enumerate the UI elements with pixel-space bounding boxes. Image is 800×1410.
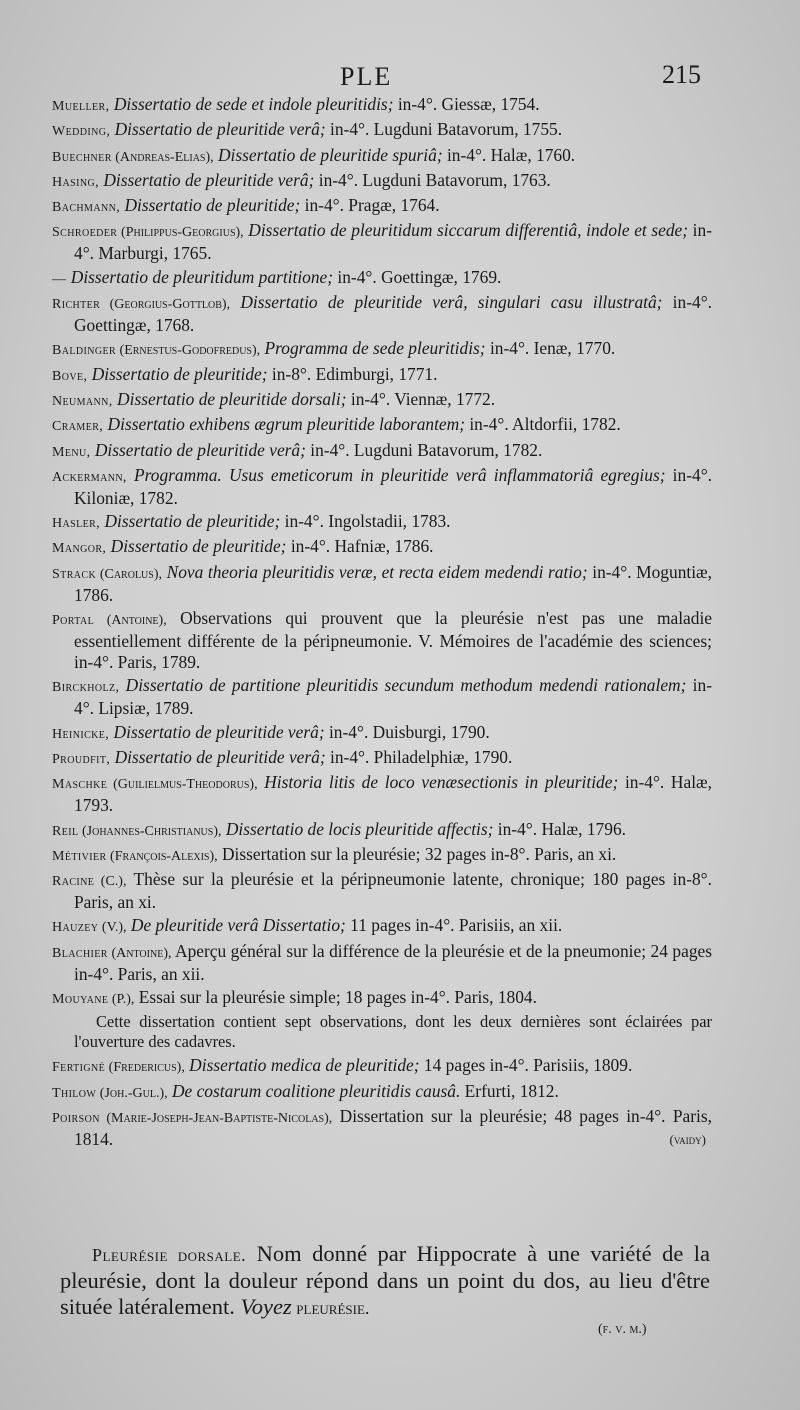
bibliography-entry: [52, 195, 712, 218]
author-name: Richter: [52, 297, 101, 313]
bibliography-entry: [52, 220, 712, 264]
bibliography-entry: [52, 1081, 712, 1104]
author-name: Hasing,: [52, 174, 99, 190]
work-title: Dissertatio de pleuritide verâ;: [110, 746, 326, 767]
publication-details: in-4°. Halæ, 1796.: [493, 818, 626, 839]
author-name: Birckholz,: [52, 680, 120, 696]
bibliography-entry: [52, 987, 712, 1010]
author-name: Mouyane: [52, 992, 109, 1008]
author-given-names: (Joh.-Gul.),: [96, 1085, 168, 1101]
author-name: Cramer,: [52, 419, 104, 435]
work-title: Programma de sede pleuritidis;: [260, 338, 486, 359]
author-name: Fertigné: [52, 1060, 106, 1076]
bibliography-entry: [52, 119, 712, 142]
author-name: Schroeder: [52, 225, 118, 241]
work-title: Dissertatio de pleuritide verâ;: [109, 721, 325, 742]
author-given-names: (Fredericus),: [105, 1060, 185, 1076]
author-name: Reil: [52, 823, 79, 839]
work-title: Dissertatio de pleuritide;: [106, 536, 287, 557]
author-given-names: (Georgius-Gottlob),: [100, 297, 231, 313]
publication-details: in-4°. Goettingæ, 1768.: [74, 292, 713, 336]
author-name: Menu,: [52, 444, 91, 460]
publication-details: in-4°. Duisburgi, 1790.: [324, 721, 490, 742]
author-given-names: (V.),: [98, 920, 127, 936]
bibliography-entry: [52, 562, 712, 606]
publication-details: Thèse sur la pleurésie et la péripneumonie latente, chronique; 180 pages in-8°. Paris, an xi.: [74, 869, 712, 913]
work-title: Dissertatio de pleuritide dorsali;: [112, 388, 347, 409]
publication-details: Aperçu général sur la différence de la pleurésie et de la pneumonie; 24 pages in-4°. Paris, an xii.: [74, 940, 712, 984]
author-given-names: (P.),: [108, 992, 135, 1008]
bibliography-entry: [52, 1055, 712, 1078]
author-name: Ackermann,: [52, 469, 127, 485]
publication-details: in-4°. Goettingæ, 1769.: [333, 266, 502, 287]
running-head: [0, 58, 800, 94]
work-title: Dissertatio exhibens ægrum pleuritide laborantem;: [103, 414, 465, 435]
publication-details: in-4°. Lugduni Batavorum, 1782.: [305, 439, 543, 460]
work-title: De pleuritide verâ Dissertatio;: [126, 915, 346, 936]
work-title: Dissertatio de pleuritide;: [87, 363, 268, 384]
publication-details: in-4°. Ingolstadii, 1783.: [280, 511, 451, 532]
publication-details: in-4°. Lipsiæ, 1789.: [74, 675, 712, 719]
author-name: Buechner: [52, 149, 112, 165]
see-also-ref: pleurésie.: [291, 1297, 370, 1318]
author-given-names: (Ernestus-Godofredus),: [116, 343, 261, 359]
work-title: Dissertatio de locis pleuritide affectis;: [221, 818, 494, 839]
author-given-names: (Philippus-Georgius),: [117, 225, 244, 241]
page-number: 215: [662, 60, 701, 89]
bibliography-entry: [52, 869, 712, 913]
author-name: Wedding,: [52, 124, 111, 140]
publication-details: in-4°. Halæ, 1760.: [442, 144, 576, 165]
bibliography-entry: [52, 414, 712, 437]
entry-note: Cette dissertation contient sept observations, dont les deux dernières sont éclairées par l'ouverture des cadavres.: [74, 1012, 712, 1052]
author-name: Mangor,: [52, 541, 107, 557]
bibliography-entry: [52, 675, 712, 719]
author-name: Racine: [52, 874, 95, 890]
work-title: Dissertatio de pleuritide verâ;: [110, 119, 326, 140]
author-name: Proudfit,: [52, 751, 111, 767]
bibliography-entry: [52, 747, 712, 770]
bibliography-entry: [52, 819, 712, 842]
author-name: Bachmann,: [52, 200, 121, 216]
author-given-names: (Guilielmus-Theodorus),: [107, 777, 258, 793]
bibliography-entry: [52, 338, 712, 361]
work-title: Dissertatio de pleuritide spuriâ;: [213, 144, 443, 165]
work-title: Historia litis de loco venæsectionis in pleuritide;: [257, 772, 619, 793]
publication-details: Dissertation sur la pleurésie; 48 pages in-4°. Paris, 1814.: [74, 1105, 712, 1149]
bibliography-entry: [52, 440, 712, 463]
author-name: —: [52, 271, 67, 287]
author-name: Thilow: [52, 1085, 97, 1101]
work-title: Programma. Usus emeticorum in pleuritide verâ inflammatoriâ egregius;: [126, 464, 666, 485]
see-also-label: Voyez: [240, 1293, 292, 1319]
bibliography-entry: [52, 145, 712, 168]
author-name: Maschke: [52, 777, 108, 793]
bibliography-entry: [52, 364, 712, 387]
work-title: Dissertatio de sede et indole pleuritidis;: [109, 94, 394, 114]
publication-details: in-8°. Edimburgi, 1771.: [267, 363, 438, 384]
publication-details: in-4°. Marburgi, 1765.: [74, 220, 712, 264]
publication-details: in-4°. Viennæ, 1772.: [346, 388, 496, 409]
bibliography-entry: [52, 267, 712, 290]
publication-details: Observations qui prouvent que la pleurésie n'est pas une maladie essentiellement différente de la péripneumonie. V. Mémoires de l'académie des sciences; in-4°. Paris, 1789.: [74, 608, 712, 673]
work-title: Dissertatio de pleuritide verâ;: [90, 439, 306, 460]
publication-details: in-4°. Moguntiæ, 1786.: [74, 561, 712, 605]
author-given-names: (C.),: [94, 874, 127, 890]
publication-details: in-4°. Lugduni Batavorum, 1755.: [325, 119, 563, 140]
bibliography-entry: [52, 389, 712, 412]
author-name: Métivier: [52, 848, 107, 864]
author-given-names: (Andreas-Elias),: [111, 149, 214, 165]
article-signature: (f. v. m.): [598, 1322, 647, 1337]
bibliography-list: [52, 94, 712, 1152]
bibliography-entry: [52, 292, 712, 336]
bibliography-entry: [52, 1106, 712, 1150]
author-name: Mueller,: [52, 99, 110, 114]
bibliography-entry: [52, 94, 712, 117]
publication-details: in-4°. Lugduni Batavorum, 1763.: [314, 169, 551, 190]
author-name: Neumann,: [52, 393, 113, 409]
bibliography-entry: [52, 772, 712, 816]
bibliography-entry: [52, 941, 712, 985]
publication-details: Dissertation sur la pleurésie; 32 pages in-8°. Paris, an xi.: [217, 843, 617, 864]
dictionary-article: [60, 1241, 710, 1321]
bibliography-entry: [52, 608, 712, 673]
article-term: Pleurésie dorsale.: [92, 1244, 247, 1265]
work-title: Nova theoria pleuritidis veræ, et recta eidem medendi ratio;: [162, 561, 588, 582]
bibliography-entry: [52, 511, 712, 534]
work-title: Dissertatio de pleuritide;: [100, 511, 281, 532]
publication-details: 11 pages in-4°. Parisiis, an xii.: [345, 915, 563, 936]
publication-details: in-4°. Pragæ, 1764.: [300, 195, 440, 216]
publication-details: in-4°. Ienæ, 1770.: [485, 338, 616, 359]
author-name: Poirson: [52, 1110, 100, 1126]
work-title: Dissertatio de partitione pleuritidis secundum methodum medendi rationalem;: [119, 675, 687, 696]
publication-details: in-4°. Giessæ, 1754.: [393, 94, 540, 114]
publication-details: in-4°. Kiloniæ, 1782.: [74, 464, 712, 508]
work-title: Dissertatio medica de pleuritide;: [184, 1055, 420, 1076]
bibliography-entry: [52, 722, 712, 745]
publication-details: Essai sur la pleurésie simple; 18 pages in-4°. Paris, 1804.: [134, 987, 537, 1008]
author-name: Blachier: [52, 945, 108, 961]
author-name: Bove,: [52, 368, 88, 384]
author-given-names: (Antoine),: [107, 945, 172, 961]
publication-details: in-4°. Altdorfii, 1782.: [465, 414, 621, 435]
author-name: Heinicke,: [52, 726, 110, 742]
author-given-names: (Antoine),: [94, 613, 167, 629]
publication-details: in-4°. Halæ, 1793.: [74, 772, 712, 816]
author-name: Hasler,: [52, 516, 101, 532]
work-title: Dissertatio de pleuritide;: [120, 195, 301, 216]
author-name: Baldinger: [52, 343, 117, 359]
work-title: Dissertatio de pleuritide verâ, singulari casu illustratâ;: [230, 292, 663, 313]
page-header-title: PLE: [340, 62, 393, 91]
work-title: Dissertatio de pleuritide verâ;: [98, 169, 315, 190]
author-given-names: (Marie-Joseph-Jean-Baptiste-Nicolas),: [99, 1110, 333, 1126]
work-title: De costarum coalitione pleuritidis causâ.: [167, 1080, 461, 1101]
publication-details: in-4°. Hafniæ, 1786.: [286, 536, 434, 557]
bibliography-entry: [52, 465, 712, 509]
author-given-names: (Johannes-Christianus),: [78, 823, 222, 839]
publication-details: Erfurti, 1812.: [460, 1080, 559, 1101]
bibliography-entry: [52, 536, 712, 559]
bibliography-entry: [52, 170, 712, 193]
author-given-names: (François-Alexis),: [106, 848, 218, 864]
bibliography-entry: [52, 915, 712, 938]
publication-details: in-4°. Philadelphiæ, 1790.: [325, 746, 513, 767]
publication-details: 14 pages in-4°. Parisiis, 1809.: [419, 1055, 633, 1076]
work-title: Dissertatio de pleuritidum siccarum differentiâ, indole et sede;: [243, 220, 689, 241]
author-given-names: (Carolus),: [96, 566, 162, 582]
entry-signature: (vaidy): [669, 1131, 706, 1147]
work-title: Dissertatio de pleuritidum partitione;: [66, 266, 334, 287]
author-name: Portal: [52, 613, 95, 629]
author-name: Hauzey: [52, 920, 99, 936]
author-name: Strack: [52, 566, 97, 582]
article-text: Nom donné par Hippocrate à une variété de la pleurésie, dont la douleur répond dans un point du dos, au lieu d'être située latéralement.: [60, 1240, 711, 1319]
bibliography-entry: [52, 844, 712, 867]
